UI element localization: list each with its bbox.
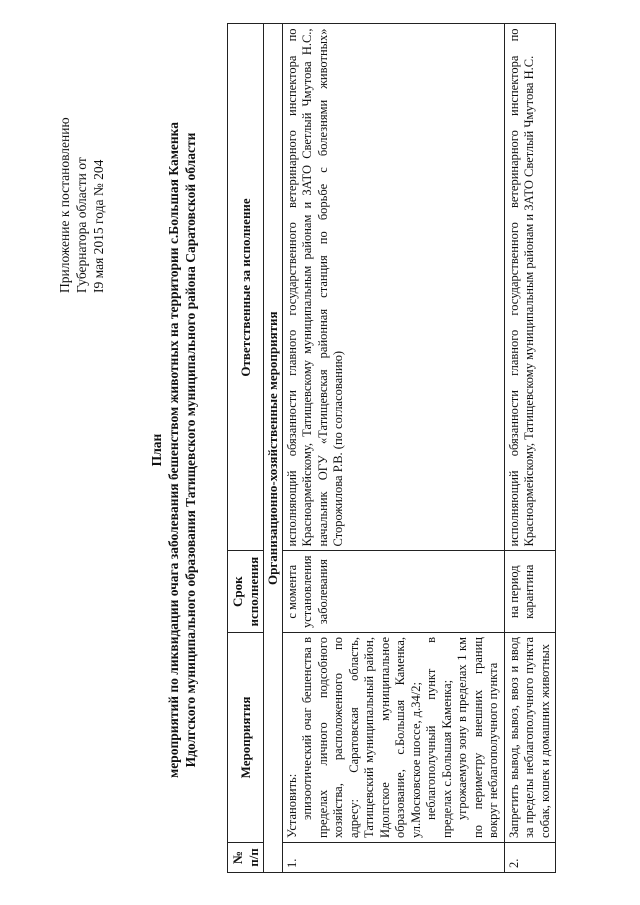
row-action xyxy=(282,633,504,843)
header-term: Срок исполнения xyxy=(228,551,264,633)
title-line-3: Идолгского муниципального образования Татищевского муниципального района Саратовской области xyxy=(183,132,198,768)
row-term: с момента установления заболевания xyxy=(282,551,504,633)
title-line-2: мероприятий по ликвидации очага заболевания бешенством животных на территории с.Большая Каменка xyxy=(166,122,181,778)
action-paragraph: эпизоотический очаг бешенства в пределах личного подсобного хозяйства, расположенного по адресу: Саратовская область, Татищевский муниципальный район, Идолгское муниципальное образование, с.Большая Каменка, ул.Московское шоссе, д.34/2; xyxy=(300,637,423,838)
section-row xyxy=(264,24,283,873)
action-paragraph: неблагополучный пункт в пределах с.Большая Каменка; xyxy=(424,637,454,838)
table-row xyxy=(282,24,504,873)
action-paragraph: угрожаемую зону в пределах 1 км по периметру внешних границ вокруг неблагополучного пункта xyxy=(455,637,500,838)
approval-line-3: I9 мая 2015 года № 204 xyxy=(91,159,106,293)
row-num: 1. xyxy=(282,843,504,873)
approval-note xyxy=(56,33,107,293)
row-num: 2. xyxy=(504,843,556,873)
plan-table xyxy=(227,23,556,873)
header-responsible: Ответственные за исполнение xyxy=(228,24,264,551)
document-title xyxy=(148,25,199,875)
table-row xyxy=(504,24,556,873)
row-action xyxy=(504,633,556,843)
header-action: Мероприятия xyxy=(228,633,264,843)
action-intro: Установить: xyxy=(284,773,299,838)
row-term: на период карантина xyxy=(504,551,556,633)
title-line-1: План xyxy=(149,433,164,467)
section-title: Организационно-хозяйственные мероприятия xyxy=(264,24,283,873)
table-header-row xyxy=(228,24,264,873)
approval-line-1: Приложение к постановлению xyxy=(57,117,72,293)
row-responsible: исполняющий обязанности главного государственного ветеринарного инспектора по Красноармейскому, Татищевскому муниципальным районам и ЗАТО Светлый Чмутова Н.С. xyxy=(504,24,556,551)
approval-line-2: Губернатора области от xyxy=(74,157,89,293)
header-num: № п/п xyxy=(228,843,264,873)
row-responsible: исполняющий обязанности главного государственного ветеринарного инспектора по Красноармейскому, Татищевскому муниципальным районам и ЗАТО Светлый Чмутова Н.С., начальник ОГУ «Татищевская районная станция по борьбе с болезнями животных» Сторожилова Р.В. (по согласованию) xyxy=(282,24,504,551)
action-paragraph: Запретить вывод, вывоз, ввоз и ввод за пределы неблагополучного пункта собак, кошек и домашних животных xyxy=(506,637,552,838)
